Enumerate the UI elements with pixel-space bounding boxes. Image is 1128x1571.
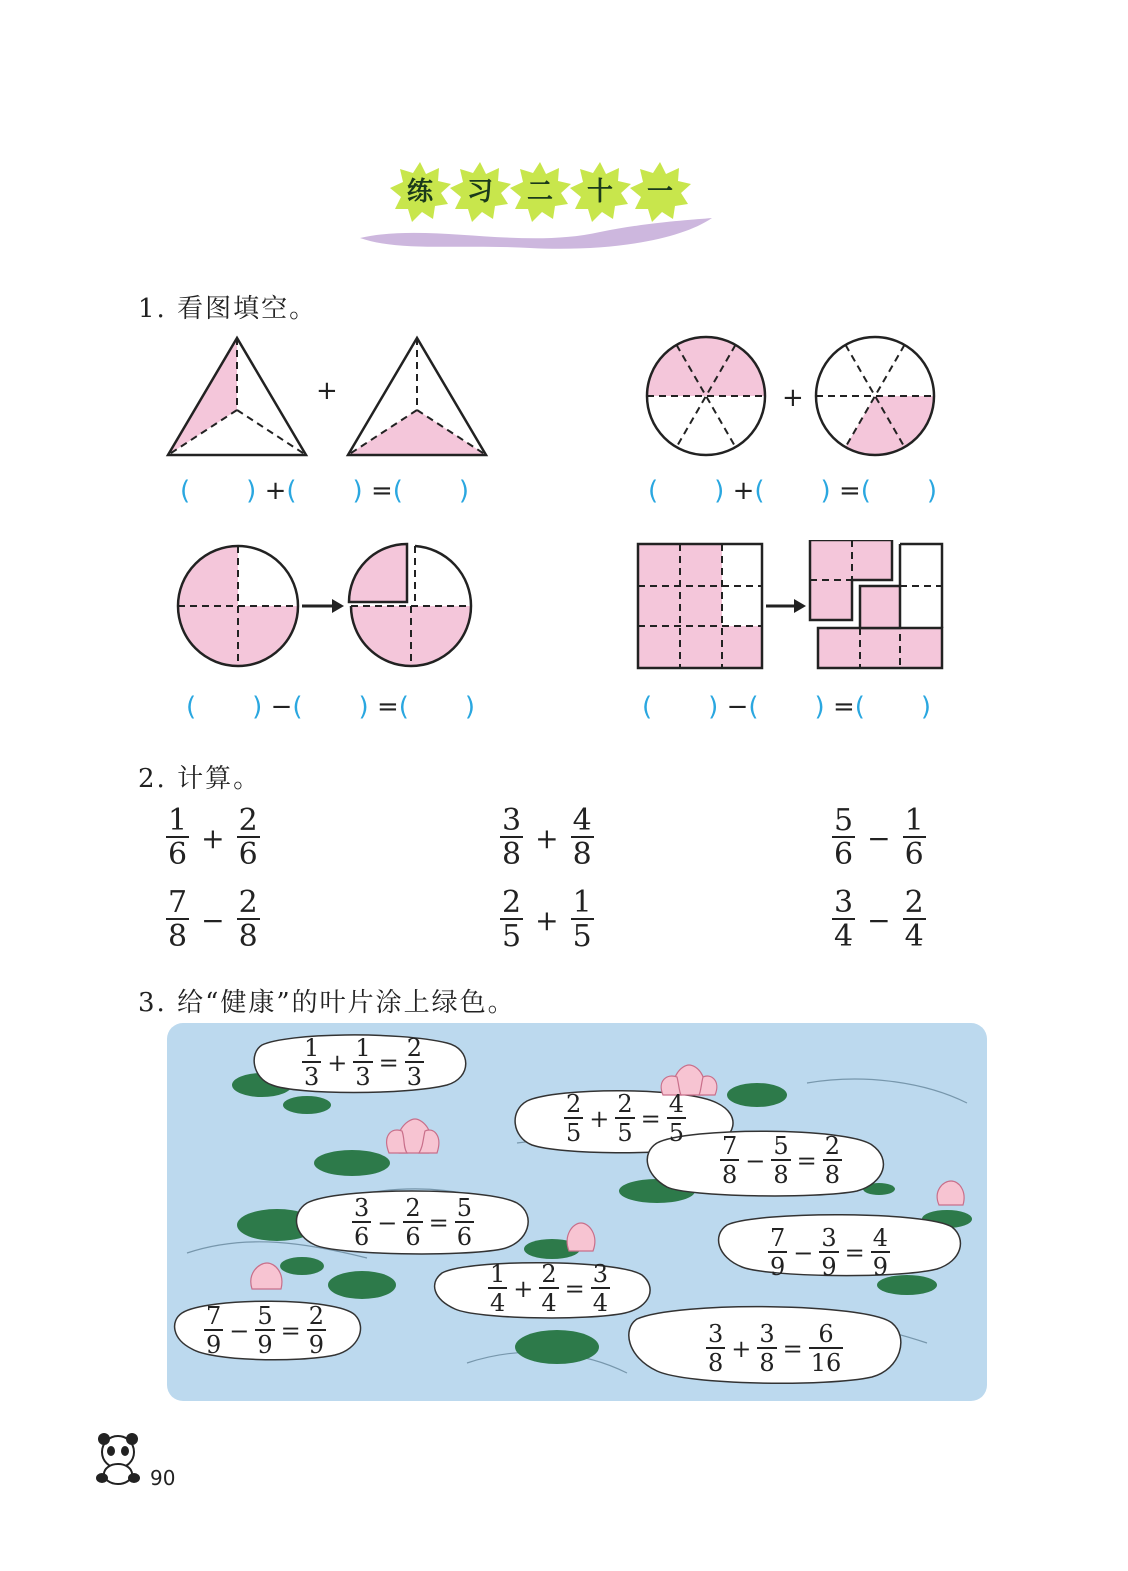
answer-blanks: ( ) +( ) =( )	[648, 476, 938, 506]
calc-expression: $\frac{7}{8}$ − $\frac{2}{8}$	[168, 885, 258, 954]
title-char-star: 练	[388, 160, 452, 224]
leaf-equation[interactable]: $\frac{7}{9}$ − $\frac{5}{9}$ = $\frac{2}{9}$	[206, 1302, 325, 1359]
svg-text:+: +	[782, 383, 804, 413]
calc-expression: $\frac{3}{8}$ + $\frac{4}{8}$	[502, 803, 592, 872]
question-2-label: 2. 计算。	[138, 764, 262, 794]
circle-quarters-figures	[170, 540, 480, 675]
question-1-label: 1. 看图填空。	[138, 294, 318, 324]
title-char-star: 一	[628, 160, 692, 224]
leaf-equation[interactable]: $\frac{1}{4}$ + $\frac{2}{4}$ = $\frac{3}{4}$	[490, 1260, 609, 1317]
answer-blanks: ( ) +( ) =( )	[180, 476, 470, 506]
panda-icon	[90, 1430, 146, 1486]
title-char-star: 二	[508, 160, 572, 224]
leaf-equation[interactable]: $\frac{3}{6}$ − $\frac{2}{6}$ = $\frac{5}{6}$	[354, 1194, 473, 1251]
calc-expression: $\frac{2}{5}$ + $\frac{1}{5}$	[502, 885, 592, 954]
plus-sign: +	[316, 376, 338, 406]
exercise-title	[350, 160, 720, 260]
question-3-label: 3. 给“健康”的叶片涂上绿色。	[138, 988, 516, 1018]
title-char-star: 十	[568, 160, 632, 224]
leaf-equation[interactable]: $\frac{7}{9}$ − $\frac{3}{9}$ = $\frac{4}{9}$	[770, 1224, 889, 1281]
leaf-equation[interactable]: $\frac{2}{5}$ + $\frac{2}{5}$ = $\frac{4}{5}$	[566, 1090, 685, 1147]
page-number: 90	[150, 1466, 176, 1490]
title-char-star: 习	[448, 160, 512, 224]
answer-blanks: ( ) −( ) =( )	[186, 692, 476, 722]
calc-expression: $\frac{1}{6}$ + $\frac{2}{6}$	[168, 803, 258, 872]
answer-blanks: ( ) −( ) =( )	[642, 692, 932, 722]
leaf-equation[interactable]: $\frac{7}{8}$ − $\frac{5}{8}$ = $\frac{2}{8}$	[722, 1132, 841, 1189]
square-grid-figures	[636, 540, 948, 675]
calc-expression: $\frac{5}{6}$ − $\frac{1}{6}$	[834, 803, 924, 872]
leaf-equation[interactable]: $\frac{1}{3}$ + $\frac{1}{3}$ = $\frac{2}{3}$	[304, 1034, 423, 1091]
calc-expression: $\frac{3}{4}$ − $\frac{2}{4}$	[834, 885, 924, 954]
leaf-equation[interactable]: $\frac{3}{8}$ + $\frac{3}{8}$ = $\frac{6}{16}$	[708, 1320, 842, 1377]
circle-sixths-figures	[640, 330, 950, 460]
